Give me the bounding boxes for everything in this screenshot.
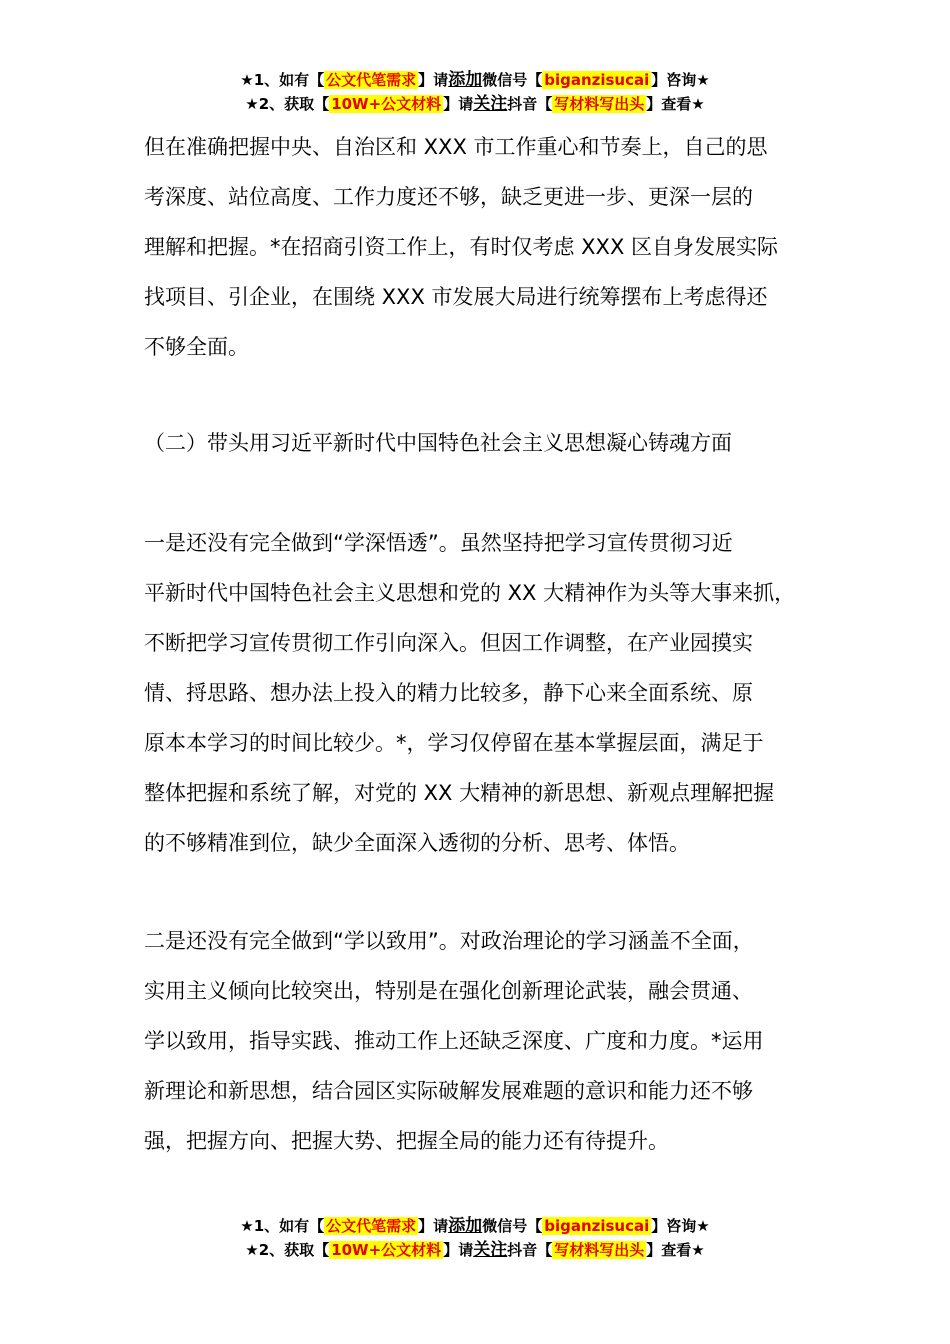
text-line: 平新时代中国特色社会主义思想和党的 XX 大精神作为头等大事来抓，	[144, 581, 796, 605]
banner-text: ★1、如有【	[240, 71, 325, 89]
text-line: 一是还没有完全做到“学深悟透”。虽然坚持把学习宣传贯彻习近	[144, 531, 733, 555]
banner-line-1	[0, 1214, 950, 1238]
banner-highlight: biganzisucai	[544, 1217, 650, 1235]
paragraph-1	[144, 122, 834, 372]
heading-text: （二）带头用习近平新时代中国特色社会主义思想凝心铸魂方面	[144, 431, 732, 455]
banner-highlight: biganzisucai	[544, 71, 650, 89]
banner-text: 微信号【	[482, 71, 543, 89]
banner-line-2	[0, 92, 950, 116]
banner-line-1	[0, 68, 950, 92]
text-line: 不断把学习宣传贯彻工作引向深入。但因工作调整，在产业园摸实	[144, 631, 753, 655]
banner-text: 】请	[418, 1217, 449, 1235]
banner-text: 抖音【	[507, 95, 553, 113]
banner-highlight: 写材料写出头	[554, 95, 645, 113]
text-line: 二是还没有完全做到“学以致用”。对政治理论的学习涵盖不全面，	[144, 929, 754, 953]
banner-text: 】查看★	[646, 1241, 705, 1259]
text-line: 不够全面。	[144, 335, 249, 359]
banner-text: ★1、如有【	[240, 1217, 325, 1235]
paragraph-2	[144, 518, 834, 868]
banner-text: 】请	[443, 1241, 474, 1259]
section-heading	[144, 418, 834, 468]
text-line: 原本本学习的时间比较少。*，学习仅停留在基本掌握层面，满足于	[144, 731, 764, 755]
text-line: 但在准确把握中央、自治区和 XXX 市工作重心和节奏上，自己的思	[144, 135, 768, 159]
banner-text: 】请	[443, 95, 474, 113]
text-line: 理解和把握。*在招商引资工作上，有时仅考虑 XXX 区自身发展实际	[144, 235, 779, 259]
banner-text: 微信号【	[482, 1217, 543, 1235]
header-banner	[0, 68, 950, 116]
banner-text: ★2、获取【	[245, 1241, 330, 1259]
banner-highlight: 10W+公文材料	[331, 95, 442, 113]
banner-highlight: 10W+公文材料	[331, 1241, 442, 1259]
banner-text: 】请	[418, 71, 449, 89]
footer-banner	[0, 1214, 950, 1262]
text-line: 学以致用，指导实践、推动工作上还缺乏深度、广度和力度。*运用	[144, 1029, 764, 1053]
banner-highlight: 公文代笔需求	[326, 1217, 417, 1235]
paragraph-3	[144, 916, 834, 1166]
text-line: 情、捋思路、想办法上投入的精力比较多，静下心来全面系统、原	[144, 681, 753, 705]
banner-emphasis: 关注	[473, 94, 508, 114]
banner-highlight: 公文代笔需求	[326, 71, 417, 89]
text-line: 的不够精准到位，缺少全面深入透彻的分析、思考、体悟。	[144, 831, 690, 855]
text-line: 整体把握和系统了解，对党的 XX 大精神的新思想、新观点理解把握	[144, 781, 775, 805]
banner-text: 抖音【	[507, 1241, 553, 1259]
banner-emphasis: 关注	[473, 1240, 508, 1260]
text-line: 新理论和新思想，结合园区实际破解发展难题的意识和能力还不够	[144, 1079, 753, 1103]
banner-emphasis: 添加	[448, 70, 483, 90]
banner-line-2	[0, 1238, 950, 1262]
banner-text: 】查看★	[646, 95, 705, 113]
banner-highlight: 写材料写出头	[554, 1241, 645, 1259]
text-line: 强，把握方向、把握大势、把握全局的能力还有待提升。	[144, 1129, 669, 1153]
text-line: 实用主义倾向比较突出，特别是在强化创新理论武装，融会贯通、	[144, 979, 753, 1003]
text-line: 考深度、站位高度、工作力度还不够，缺乏更进一步、更深一层的	[144, 185, 753, 209]
banner-emphasis: 添加	[448, 1216, 483, 1236]
banner-text: ★2、获取【	[245, 95, 330, 113]
banner-text: 】咨询★	[651, 1217, 710, 1235]
banner-text: 】咨询★	[651, 71, 710, 89]
text-line: 找项目、引企业，在围绕 XXX 市发展大局进行统筹摆布上考虑得还	[144, 285, 768, 309]
